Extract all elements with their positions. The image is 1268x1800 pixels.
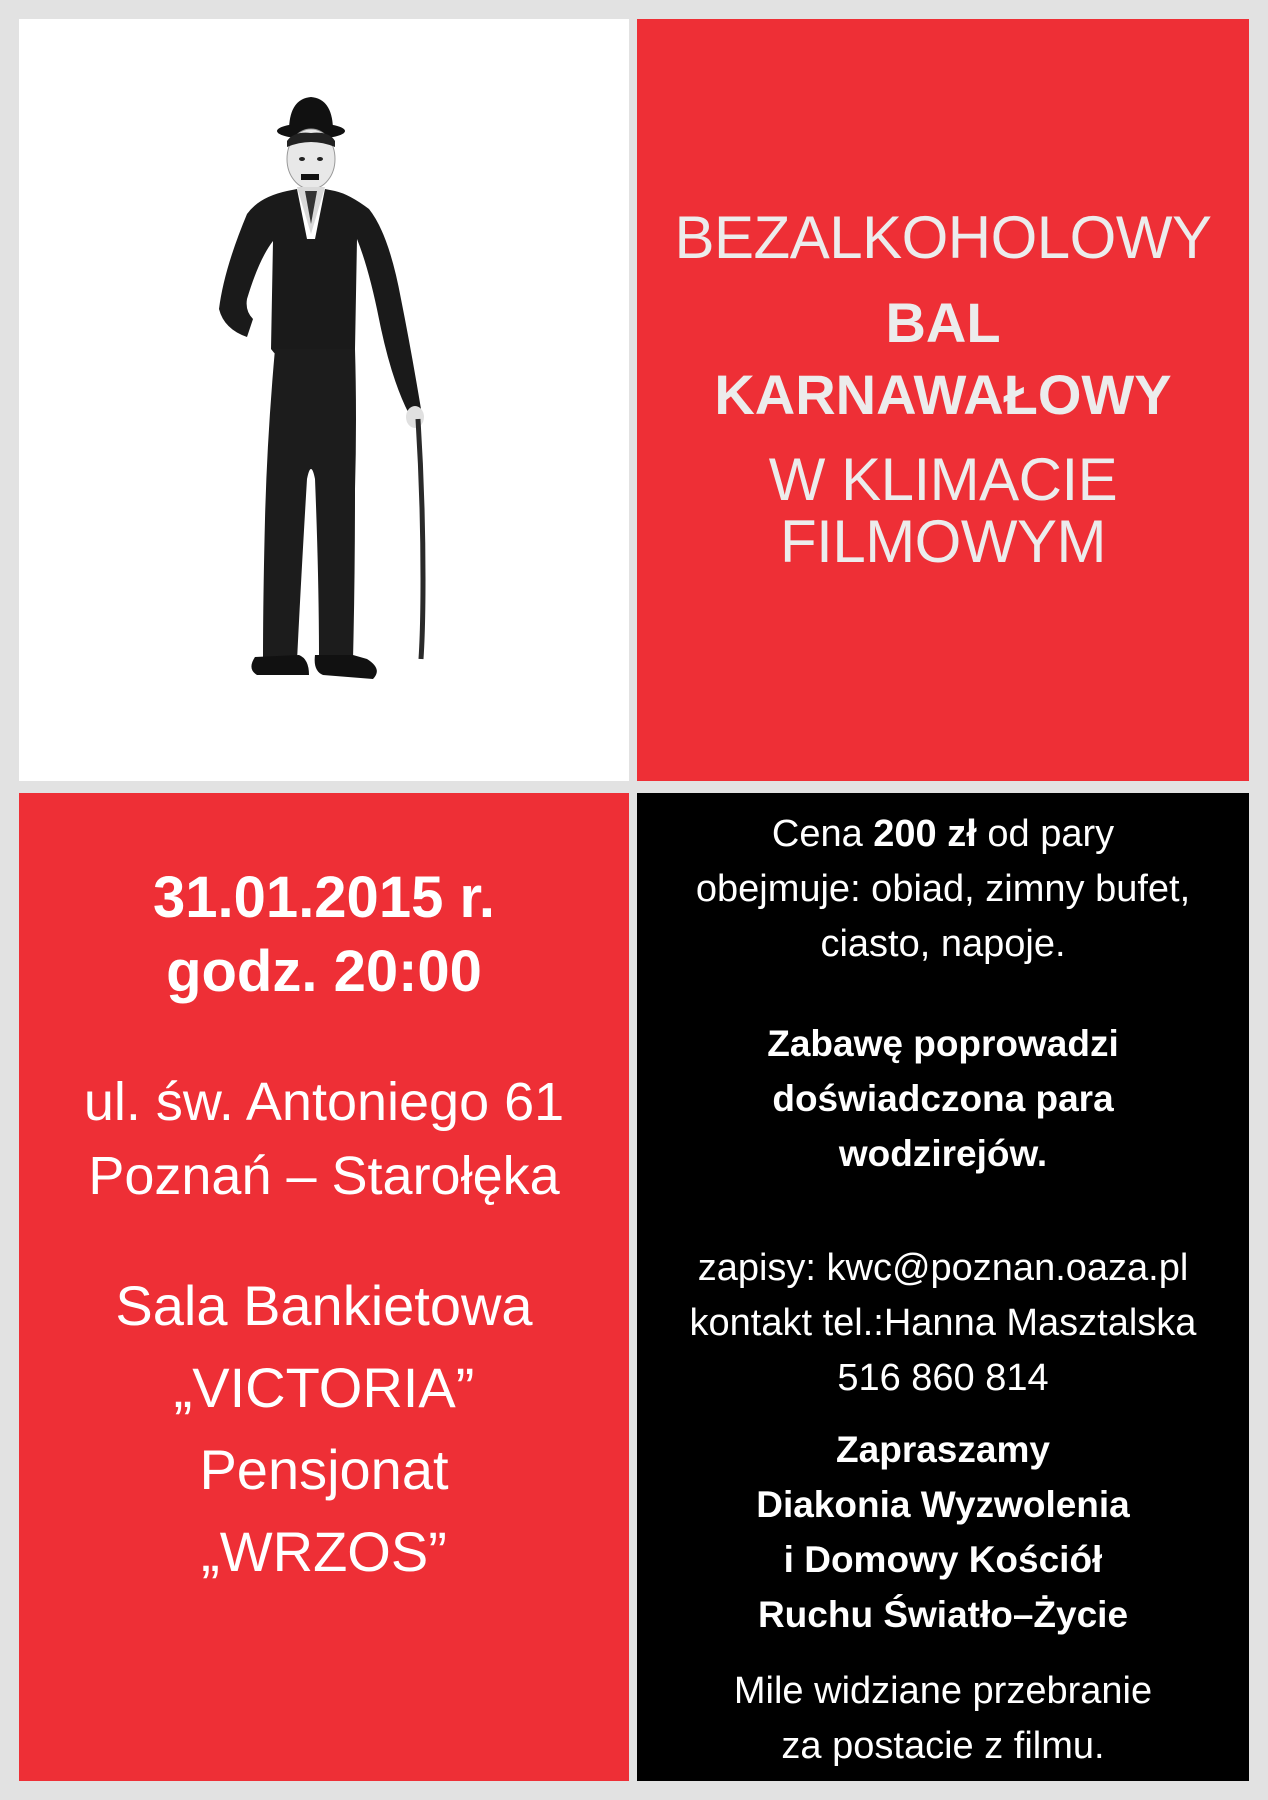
- host-line-1: Zabawę poprowadzi: [767, 1023, 1119, 1064]
- venue-hall-name: „VICTORIA”: [173, 1356, 475, 1419]
- venue-guesthouse-name: „WRZOS”: [201, 1520, 447, 1583]
- includes-line-1: obejmuje: obiad, zimny bufet,: [695, 868, 1191, 910]
- host-line-2: doświadczona para: [772, 1078, 1114, 1119]
- invite-line-3: i Domowy Kościół: [783, 1539, 1103, 1580]
- venue-guesthouse: Pensjonat: [199, 1438, 449, 1501]
- title-line-film: FILMOWYM: [780, 508, 1106, 575]
- date-venue-panel: [19, 793, 629, 1781]
- title-line-non-alcoholic: BEZALKOHOLOWY: [674, 204, 1212, 271]
- address-city: Poznań – Starołęka: [88, 1146, 560, 1206]
- price-prefix: Cena: [771, 813, 874, 855]
- contact-person: kontakt tel.:Hanna Masztalska: [689, 1302, 1197, 1344]
- costume-line-1: Mile widziane przebranie: [733, 1670, 1153, 1712]
- contact-phone: 516 860 814: [837, 1357, 1049, 1399]
- price-suffix: od pary: [976, 813, 1115, 855]
- event-time: godz. 20:00: [166, 939, 482, 1004]
- host-line-3: wodzirejów.: [838, 1133, 1048, 1174]
- event-title-panel: [637, 19, 1249, 781]
- price-line: [637, 807, 1249, 862]
- invite-line-2: Diakonia Wyzwolenia: [756, 1484, 1130, 1525]
- title-line-ball: BAL: [885, 291, 1001, 354]
- details-panel: [637, 793, 1249, 1781]
- price-value: 200 zł: [873, 813, 977, 855]
- address-street: ul. św. Antoniego 61: [83, 1072, 565, 1132]
- chaplin-photo: [19, 19, 629, 781]
- tramp-figure-illustration: [19, 19, 629, 781]
- includes-line-2: ciasto, napoje.: [820, 923, 1066, 965]
- event-date: 31.01.2015 r.: [153, 865, 495, 930]
- signup-email: zapisy: kwc@poznan.oaza.pl: [697, 1247, 1189, 1289]
- invite-line-1: Zapraszamy: [836, 1429, 1050, 1470]
- title-line-climate: W KLIMACIE: [768, 446, 1118, 513]
- costume-line-2: za postacie z filmu.: [781, 1725, 1105, 1767]
- venue-hall: Sala Bankietowa: [115, 1274, 533, 1337]
- title-line-carnival: KARNAWAŁOWY: [714, 363, 1172, 426]
- invite-line-4: Ruchu Światło–Życie: [757, 1594, 1129, 1635]
